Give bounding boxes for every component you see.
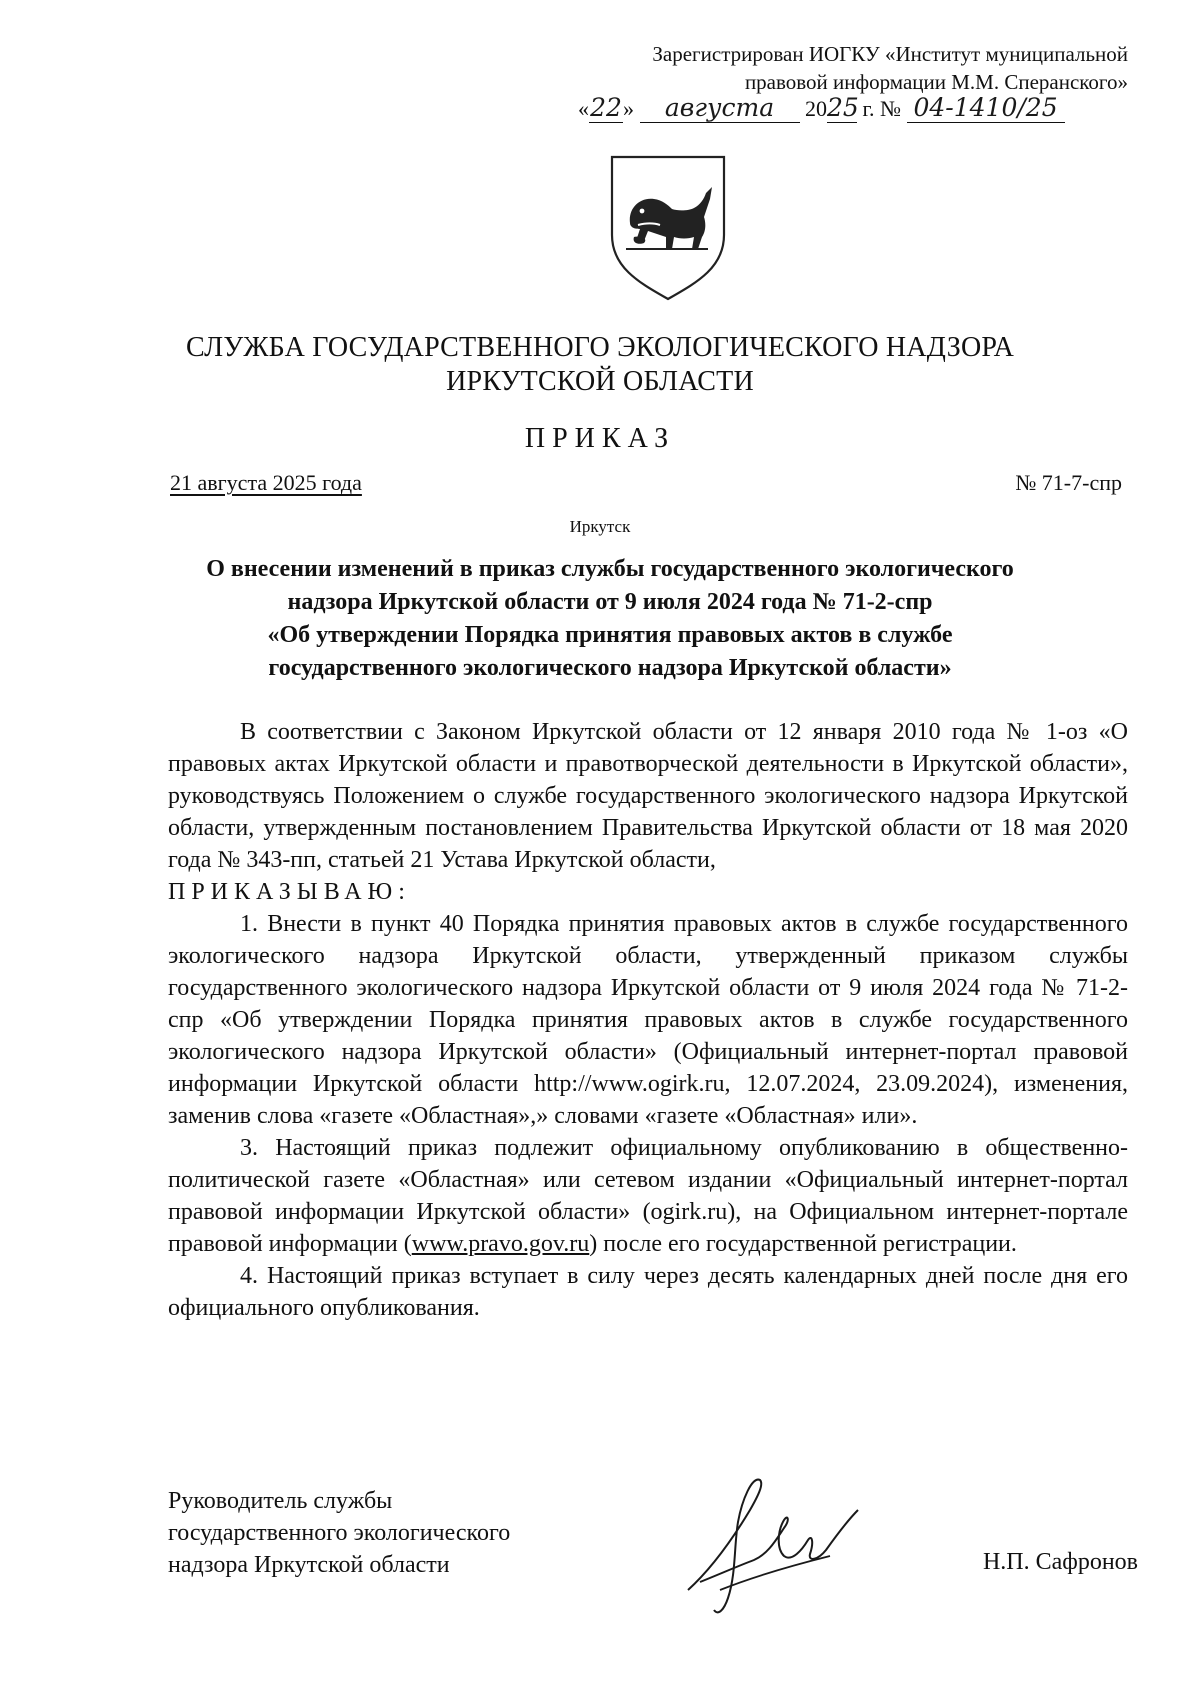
handwritten-signature (680, 1470, 870, 1620)
signatory-position-line-2: государственного экологического (168, 1520, 511, 1546)
registration-year-prefix: 20 (805, 96, 827, 121)
signatory-position (168, 1485, 510, 1581)
registration-year-label: г. № (862, 96, 902, 121)
document-number: № 71-7-спр (1015, 470, 1122, 495)
signatory-name: Н.П. Сафронов (982, 1549, 1138, 1575)
pravo-gov-link[interactable]: www.pravo.gov.ru (411, 1231, 590, 1257)
registration-month: августа (640, 94, 800, 123)
title-line-1: О внесении изменений в приказ службы государственного экологического (206, 556, 1014, 582)
document-type: ПРИКАЗ (524, 423, 676, 454)
organization-name-line-2: ИРКУТСКОЙ ОБЛАСТИ (446, 366, 754, 397)
title-line-4: государственного экологического надзора Иркутской области» (268, 655, 952, 681)
title-line-3: «Об утверждении Порядка принятия правовых актов в службе (267, 622, 953, 648)
preamble-paragraph: В соответствии с Законом Иркутской области от 12 января 2010 года № 1-оз «О правовых актах Иркутской области и правотворческой деятельности в Иркутской области», руководствуясь Положением о службе государственного экологического надзора Иркутской области, утвержденным постановлением Правительства Иркутской области от 18 мая 2020 года № 343-пп, статьей 21 Устава Иркутской области, (168, 719, 1128, 873)
title-line-2: надзора Иркутской области от 9 июля 2024 года № 71-2-спр (287, 589, 933, 615)
item-1-paragraph: 1. Внести в пункт 40 Порядка принятия правовых актов в службе государственного экологического надзора Иркутской области, утвержденный приказом службы государственного экологического надзора Иркутской области от 9 июля 2024 года № 71-2-спр «Об утверждении Порядка принятия правовых актов в службе государственного экологического надзора Иркутской области» (Официальный интернет-портал правовой информации Иркутской области http://www.ogirk.ru, 12.07.2024, 23.09.2024), изменения, заменив слова «газете «Областная»,» словами «газете «Областная» или». (168, 911, 1128, 1129)
document-title (160, 553, 1060, 685)
signatory-position-line-1: Руководитель службы (168, 1488, 393, 1514)
item-3-text-start: 3. Настоящий приказ подлежит официальному опубликованию в общественно-политической газете «Областная» или сетевом издании «Официальный интернет-портал правовой информации Иркутской области» (ogirk.ru), на Официальном интернет-портале правовой информации ( (168, 1135, 1128, 1257)
irkutsk-coat-of-arms-icon (608, 153, 728, 303)
registration-day: 22 (590, 93, 622, 122)
organization-name-line-1: СЛУЖБА ГОСУДАРСТВЕННОГО ЭКОЛОГИЧЕСКОГО НАДЗОРА (185, 332, 1015, 363)
registration-line-3: «22» августа 2025 г. № 04-1410/25 (578, 94, 1065, 123)
item-3-text-end: ) после его государственной регистрации. (589, 1231, 1017, 1257)
registration-number: 04-1410/25 (907, 94, 1065, 123)
order-word: ПРИКАЗЫВАЮ: (168, 879, 411, 905)
signatory-position-line-3: надзора Иркутской области (168, 1552, 450, 1578)
document-date: 21 августа 2025 года (170, 470, 362, 495)
item-4-paragraph: 4. Настоящий приказ вступает в силу через десять календарных дней после дня его официального опубликования. (168, 1263, 1128, 1321)
document-city: Иркутск (569, 517, 631, 536)
registration-line-2: правовой информации М.М. Сперанского» (744, 70, 1128, 94)
registration-year-suffix: 25 (827, 93, 859, 122)
item-3-paragraph (168, 1132, 1128, 1260)
registration-line-1: Зарегистрирован ИОГКУ «Институт муниципальной (652, 42, 1128, 66)
document-body (168, 716, 1128, 1324)
